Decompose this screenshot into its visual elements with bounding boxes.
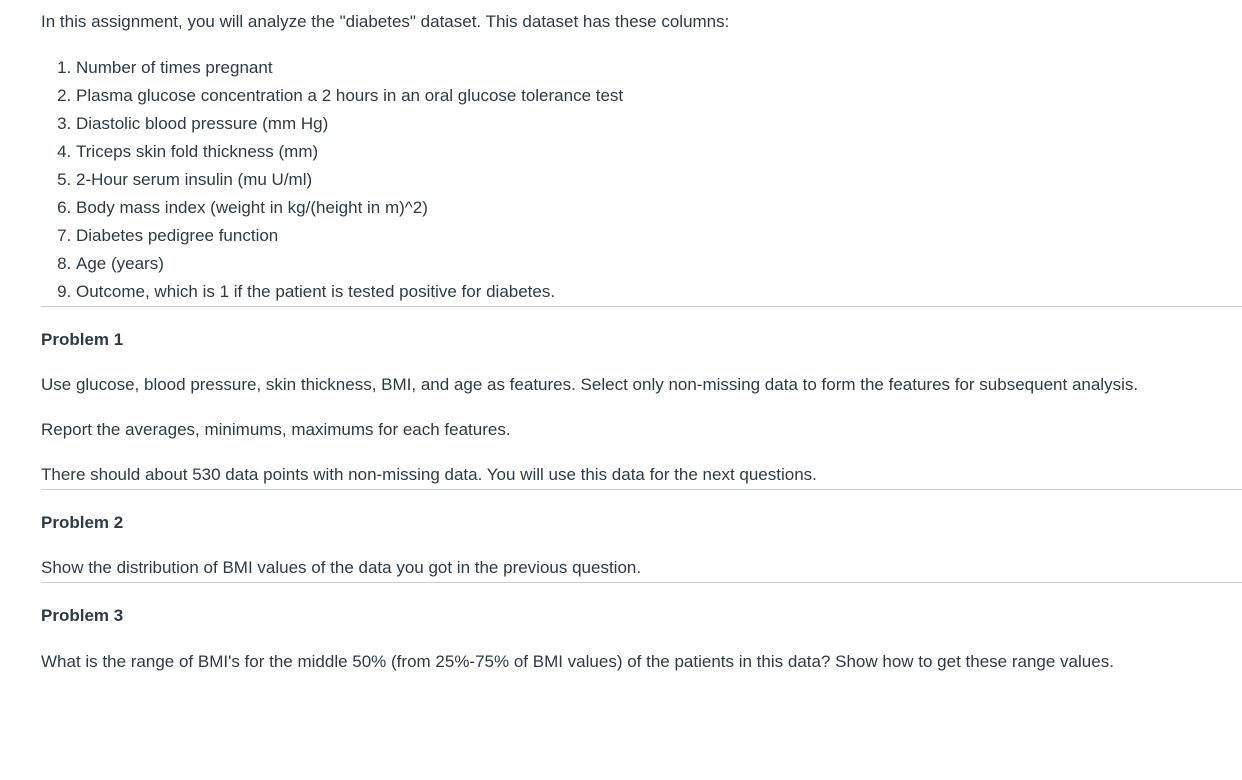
divider	[41, 489, 1242, 490]
problem-3-title: Problem 3	[41, 606, 124, 625]
list-item: 8. Age (years)	[76, 250, 1242, 278]
problem-1	[41, 326, 1242, 489]
divider	[41, 306, 1242, 307]
problem-1-paragraph: Report the averages, minimums, maximums for each features.	[41, 420, 511, 439]
column-list	[41, 54, 1242, 306]
problem-3	[41, 602, 1242, 676]
list-item: 1. Number of times pregnant	[76, 54, 1242, 82]
problem-1-title: Problem 1	[41, 330, 124, 349]
problem-2-title: Problem 2	[41, 513, 124, 532]
list-item: 5. 2-Hour serum insulin (mu U/ml)	[76, 166, 1242, 194]
divider	[41, 582, 1242, 583]
problem-2	[41, 509, 1242, 582]
list-item: 4. Triceps skin fold thickness (mm)	[76, 138, 1242, 166]
list-item: 9. Outcome, which is 1 if the patient is tested positive for diabetes.	[76, 278, 1242, 306]
problem-3-paragraph: What is the range of BMI's for the middle 50% (from 25%-75% of BMI values) of the patients in this data? Show how to get these range values.	[41, 652, 1114, 671]
list-item: 7. Diabetes pedigree function	[76, 222, 1242, 250]
problem-2-paragraph: Show the distribution of BMI values of the data you got in the previous question.	[41, 558, 642, 577]
intro-text: In this assignment, you will analyze the "diabetes" dataset. This dataset has these columns:	[41, 12, 730, 31]
problem-1-paragraph: There should about 530 data points with non-missing data. You will use this data for the next questions.	[41, 465, 817, 484]
list-item: 2. Plasma glucose concentration a 2 hours in an oral glucose tolerance test	[76, 82, 1242, 110]
list-item: 3. Diastolic blood pressure (mm Hg)	[76, 110, 1242, 138]
list-item: 6. Body mass index (weight in kg/(height in m)^2)	[76, 194, 1242, 222]
problem-1-paragraph: Use glucose, blood pressure, skin thickness, BMI, and age as features. Select only non-missing data to form the features for subsequent analysis.	[41, 375, 1139, 394]
